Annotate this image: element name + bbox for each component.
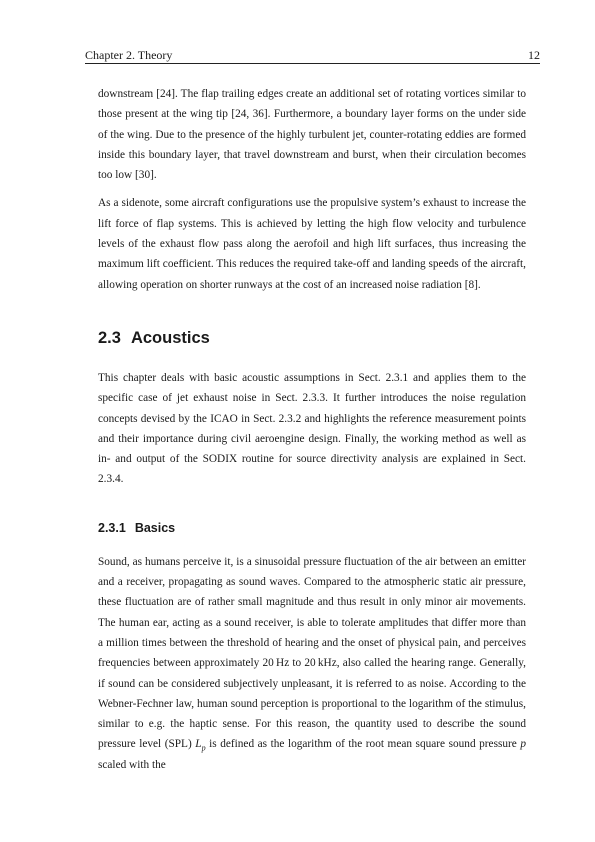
basics-text-2: is defined as the logarithm of the root mean square sound pressure	[205, 738, 521, 751]
spl-symbol: $L_p$	[195, 738, 206, 753]
chapter-title: Chapter 2. Theory	[85, 48, 173, 62]
paragraph-chapter-overview: This chapter deals with basic acoustic assumptions in Sect. 2.3.1 and applies them to the specific case of jet exhaust noise in Sect. 2.3.3. It further introduces the noise regulation concepts devised by the ICAO in Sect. 2.3.2 and highlights the reference measurement points and their importance during civil aeroengine design. Finally, the working method as well as in- and output of the SODIX routine for source directivity analysis are explained in Sect. 2.3.4.	[98, 371, 526, 486]
section-number: 2.3	[98, 328, 121, 347]
paragraph-basics	[98, 552, 526, 775]
page-number: 12	[528, 48, 540, 62]
page-body	[98, 84, 526, 775]
subsection-heading	[98, 519, 526, 537]
header-rule	[85, 63, 540, 64]
section-title: Acoustics	[130, 328, 210, 347]
basics-text-1: Sound, as humans perceive it, is a sinusoidal pressure fluctuation of the air between an emitter and a receiver, propagating as sound waves. Compared to the atmospheric static air pressure, these fluctuation are of rather small magnitude and thus result in only minor air movements. The human ear, acting as a sound receiver, is able to tolerate amplitudes that differ more than a million times between the threshold of hearing and the onset of physical pain, and perceives frequencies between approximately 20 Hz to 20 kHz, also called the hearing range. Generally, if sound can be considered subjectively unpleasant, it is referred to as noise. According to the Webner-Fechner law, human sound perception is proportional to the logarithm of the stimulus, similar to e.g. the haptic sense. For this reason, the quantity used to describe the sound pressure level (SPL)	[98, 555, 526, 751]
pressure-symbol: p	[520, 738, 527, 751]
subsection-title: Basics	[134, 520, 176, 535]
basics-text-3: scaled with the	[98, 758, 166, 771]
paragraph-sidenote: As a sidenote, some aircraft configurations use the propulsive system’s exhaust to increase the lift force of flap systems. This is achieved by letting the high flow velocity and turbulence levels of the exhaust flow pass along the aerofoil and high lift surfaces, thus increasing the maximum lift coefficient. This reduces the required take-off and landing speeds of the aircraft, allowing operation on shorter runways at the cost of an increased noise radiation [8].	[98, 197, 526, 291]
section-heading	[98, 327, 526, 349]
subsection-number: 2.3.1	[98, 520, 126, 535]
running-header	[85, 47, 540, 63]
paragraph-flap-vortices: downstream [24]. The flap trailing edges create an additional set of rotating vortices similar to those present at the wing tip [24, 36]. Furthermore, a boundary layer forms on the under side of the wing. Due to the presence of the highly turbulent jet, counter-rotating eddies are formed inside this boundary layer, that travel downstream and burst, when their circulation becomes too low [30].	[98, 88, 526, 182]
